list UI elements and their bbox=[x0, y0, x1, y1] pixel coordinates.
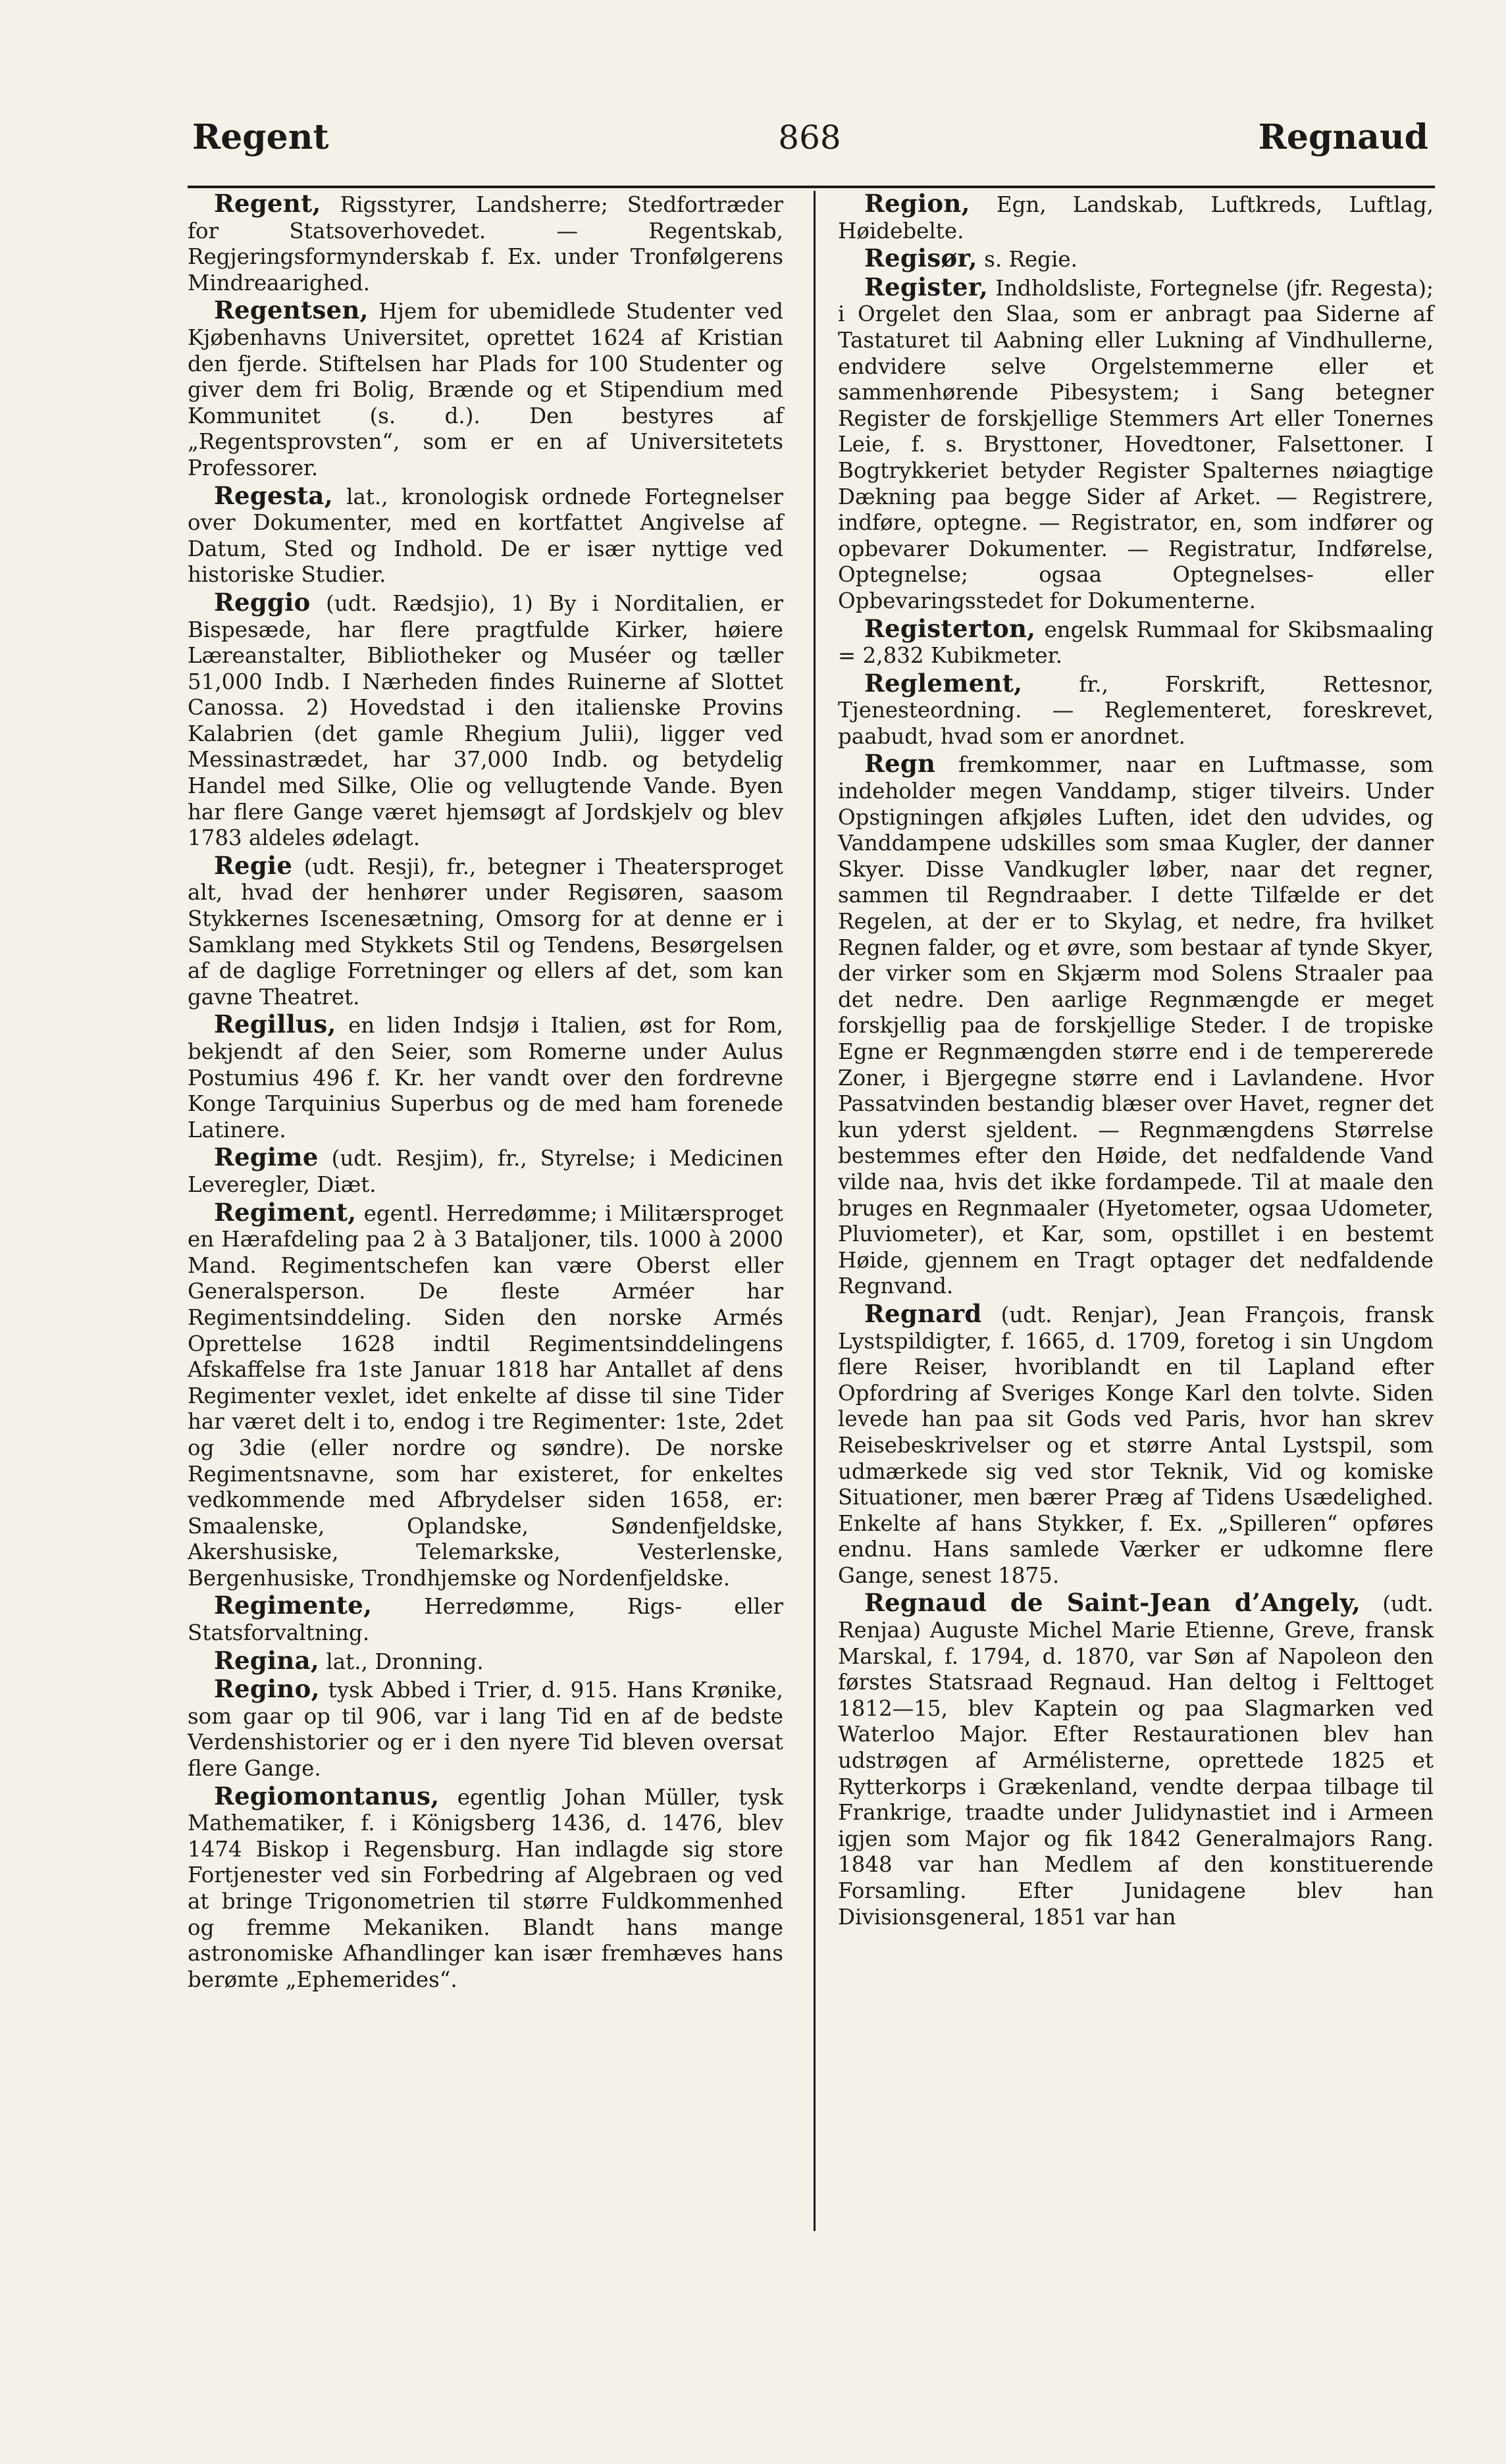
entry-text: fremkommer, naar en Luftmasse, som indeholder megen Vanddamp, stiger tilveirs. Under Opstigningen afkjøles Luften, idet den udvides, og Vanddampene udskilles som smaa Kugler, der danner Skyer. Disse Vandkugler løber, naar det regner, sammen til Regndraaber. I dette Tilfælde er det Regelen, at der er to Skylag, et nedre, fra hvilket Regnen falder, og et øvre, som bestaar af tynde Skyer, der virker som en Skjærm mod Solens Straaler paa det nedre. Den aarlige Regnmængde er meget forskjellig paa de forskjellige Steder. I de tropiske Egne er Regnmængden større end i de tempererede Zoner, i Bjergegne større end i Lavlandene. Hvor Passatvinden bestandig blæser over Havet, regner det kun yderst sjeldent. — Regnmængdens Størrelse bestemmes efter den Høide, det nedfaldende Vand vilde naa, hvis det ikke fordampede. Til at maale den bruges en Regnmaaler (Hyetometer, ogsaa Udometer, Pluviometer), et Kar, som, opstillet i en bestemt Høide, gjennem en Tragt optager det nedfaldende Regnvand. bbox=[838, 752, 1434, 1299]
entry-text: (udt. Renjaa) Auguste Michel Marie Etienne, Greve, fransk Marskal, f. 1794, d. 1870, var Søn af Napoleon den førstes Statsraad Regnaud. Han deltog i Felttoget 1812—15, blev Kaptein og paa Slagmarken ved Waterloo Major. Efter Restaurationen blev han udstrøgen af Armélisterne, oprettede 1825 et Rytterkorps i Grækenland, vendte derpaa tilbage til Frankrige, traadte under Julidynastiet ind i Armeen igjen som Major og fik 1842 Generalmajors Rang. 1848 var han Medlem af den konstituerende Forsamling. Efter Junidagene blev han Divisionsgeneral, 1851 var han bbox=[838, 1591, 1434, 1930]
entry-text: fr., Forskrift, Rettesnor, Tjenesteordning. — Reglementeret, foreskrevet, paabudt, hvad som er anordnet. bbox=[838, 671, 1434, 749]
entry-term: Regnaud de Saint-Jean d’Angely, bbox=[864, 1588, 1361, 1618]
entry-text: egentlig Johan Müller, tysk Mathematiker, f. i Königsberg 1436, d. 1476, blev 1474 Biskop i Regensburg. Han indlagde sig store Fortjenester ved sin Forbedring af Algebraen og ved at bringe Trigonometrien til større Fuldkommenhed og fremme Mekaniken. Blandt hans mange astronomiske Afhandlinger kan især fremhæves hans berømte „Ephemerides“. bbox=[188, 1784, 783, 1992]
entry-text: (udt. Resjim), fr., Styrelse; i Medicinen Leveregler, Diæt. bbox=[188, 1146, 783, 1197]
entry-regiment bbox=[188, 1197, 783, 1592]
entry-term: Regesta, bbox=[214, 480, 333, 510]
entry-regimente bbox=[188, 1593, 783, 1646]
entry-regn bbox=[838, 751, 1434, 1299]
entry-regesta bbox=[188, 480, 783, 588]
entry-text: lat., kronologisk ordnede Fortegnelser over Dokumenter, med en kortfattet Angivelse af Datum, Sted og Indhold. De er især nyttige ved historiske Studier. bbox=[188, 484, 783, 588]
entry-term: Regiment, bbox=[214, 1197, 357, 1227]
entry-text: (udt. Rædsjio), 1) By i Norditalien, er Bispesæde, har flere pragtfulde Kirker, høiere Læreanstalter, Bibliotheker og Muséer og tæller 51,000 Indb. I Nærheden findes Ruinerne af Slottet Canossa. 2) Hovedstad i den italienske Provins Kalabrien (det gamle Rhegium Julii), ligger ved Messinastrædet, har 37,000 Indb. og betydelig Handel med Silke, Olie og vellugtende Vande. Byen har flere Gange været hjemsøgt af Jordskjelv og blev 1783 aldeles ødelagt. bbox=[188, 590, 783, 851]
entry-term: Regnard bbox=[864, 1298, 982, 1328]
column-divider bbox=[814, 191, 816, 2231]
entry-regino bbox=[188, 1676, 783, 1782]
entry-text: lat., Dronning. bbox=[319, 1649, 484, 1674]
entry-regnard bbox=[838, 1298, 1434, 1589]
entry-reggio bbox=[188, 587, 783, 852]
entry-term: Regie bbox=[214, 850, 293, 880]
entry-text: Egn, Landskab, Luftkreds, Luftlag, Høidebelte. bbox=[838, 192, 1434, 244]
entry-text: Herredømme, Rigs- eller Statsforvaltning. bbox=[188, 1594, 783, 1646]
entry-regent bbox=[188, 191, 783, 296]
entry-text: engelsk Rummaal for Skibsmaaling = 2,832 Kubikmeter. bbox=[838, 617, 1434, 669]
left-column bbox=[188, 191, 783, 1994]
entry-term: Regillus, bbox=[214, 1010, 336, 1039]
header-rule bbox=[188, 186, 1435, 188]
entry-text: Hjem for ubemidlede Studenter ved Kjøbenhavns Universitet, oprettet 1624 af Kristian den fjerde. Stiftelsen har Plads for 100 Studenter og giver dem fri Bolig, Brænde og et Stipendium med Kommunitet (s. d.). Den bestyres af „Regentsprovsten“, som er en af Universitetets Professorer. bbox=[188, 299, 783, 480]
entry-text: (udt. Resji), fr., betegner i Theatersproget alt, hvad der henhører under Regisøren, saasom Stykkernes Iscenesætning, Omsorg for at denne er i Samklang med Stykkets Stil og Tendens, Besørgelsen af de daglige Forretninger og ellers af det, som kan gavne Theatret. bbox=[188, 854, 783, 1010]
entry-text: s. Regie. bbox=[977, 247, 1078, 272]
entry-regisor bbox=[838, 245, 1434, 273]
entry-registerton bbox=[838, 613, 1434, 669]
entry-text: Indholdsliste, Fortegnelse (jfr. Regesta); i Orgelet den Slaa, som er anbragt paa Siderne af Tastaturet til Aabning eller Lukning af Vindhullerne, endvidere selve Orgelstemmerne eller et sammenhørende Pibesystem; i Sang betegner Register de forskjellige Stemmers Art eller Tonernes Leie, f. s. Brysttoner, Hovedtoner, Falsettoner. I Bogtrykkeriet betyder Register Spalternes nøiagtige Dækning paa begge Sider af Arket. — Registrere, indføre, optegne. — Registrator, en, som indfører og opbevarer Dokumenter. — Registratur, Indførelse, Optegnelse; ogsaa Optegnelses- eller Opbevaringsstedet for Dokumenterne. bbox=[838, 275, 1434, 613]
entry-term: Reglement, bbox=[864, 668, 1023, 698]
entry-term: Reggio bbox=[214, 587, 311, 617]
entry-regiomontanus bbox=[188, 1781, 783, 1993]
entry-text: egentl. Herredømme; i Militærsproget en Hærafdeling paa 2 à 3 Bataljoner, tils. 1000 à 2000 Mand. Regimentschefen kan være Oberst eller Generalsperson. De fleste Arméer har Regimentsinddeling. Siden den norske Armés Oprettelse 1628 indtil Regimentsinddelingens Afskaffelse fra 1ste Januar 1818 har Antallet af dens Regimenter vexlet, idet enkelte af disse til sine Tider har været delt i to, endog i tre Regimenter: 1ste, 2det og 3die (eller nordre og søndre). De norske Regimentsnavne, som har existeret, for enkeltes vedkommende med Afbrydelser siden 1658, er: Smaalenske, Oplandske, Søndenfjeldske, Akershusiske, Telemarkske, Vesterlenske, Bergenhusiske, Trondhjemske og Nordenfjeldske. bbox=[188, 1200, 783, 1591]
entry-term: Regiomontanus, bbox=[214, 1781, 440, 1810]
entry-term: Region, bbox=[864, 189, 970, 218]
entry-regnaud bbox=[838, 1590, 1434, 1930]
entry-regillus bbox=[188, 1012, 783, 1143]
entry-text: (udt. Renjar), Jean François, fransk Lystspildigter, f. 1665, d. 1709, foretog i sin Ungdom flere Reiser, hvoriblandt en til Lapland efter Opfordring af Sveriges Konge Karl den tolvte. Siden levede han paa sit Gods ved Paris, hvor han skrev Reisebeskrivelser og et større Antal Lystspil, som udmærkede sig ved stor Teknik, Vid og komiske Situationer, men bærer Præg af Tidens Usædelighed. Enkelte af hans Stykker, f. Ex. „Spilleren“ opføres endnu. Hans samlede Værker er udkomne flere Gange, senest 1875. bbox=[838, 1302, 1434, 1588]
entry-regentsen bbox=[188, 297, 783, 481]
entry-text: tysk Abbed i Trier, d. 915. Hans Krønike, som gaar op til 906, var i lang Tid en af de bedste Verdenshistorier og er i den nyere Tid bleven oversat flere Gange. bbox=[188, 1678, 783, 1782]
entry-regie bbox=[188, 850, 783, 1011]
right-guide-word: Regnaud bbox=[1258, 117, 1428, 157]
entry-region bbox=[838, 191, 1434, 244]
entry-term: Regina, bbox=[214, 1645, 320, 1675]
entry-text: Rigsstyrer, Landsherre; Stedfortræder for Statsoverhovedet. — Regentskab, Regjeringsformynderskab f. Ex. under Tronfølgerens Mindreaarighed. bbox=[188, 192, 783, 295]
entry-term: Register, bbox=[864, 272, 989, 301]
page-header bbox=[184, 117, 1435, 176]
entry-term: Regimente, bbox=[214, 1591, 373, 1620]
entry-term: Regn bbox=[864, 749, 936, 779]
entry-reglement bbox=[838, 668, 1434, 750]
entry-term: Regino, bbox=[214, 1674, 320, 1704]
entry-term: Regent, bbox=[214, 189, 321, 218]
entry-regime bbox=[188, 1144, 783, 1198]
entry-term: Regentsen, bbox=[214, 295, 369, 325]
entry-text: en liden Indsjø i Italien, øst for Rom, bekjendt af den Seier, som Romerne under Aulus Postumius 496 f. Kr. her vandt over den fordrevne Konge Tarquinius Superbus og de med ham forenede Latinere. bbox=[188, 1013, 783, 1142]
right-column bbox=[838, 191, 1434, 1932]
entry-regina bbox=[188, 1645, 783, 1676]
entry-term: Regime bbox=[214, 1142, 319, 1172]
entry-term: Regisør, bbox=[864, 244, 977, 273]
page-number: 868 bbox=[778, 118, 841, 157]
entry-term: Registerton, bbox=[864, 613, 1036, 643]
entry-register bbox=[838, 274, 1434, 615]
left-guide-word: Regent bbox=[192, 117, 329, 157]
